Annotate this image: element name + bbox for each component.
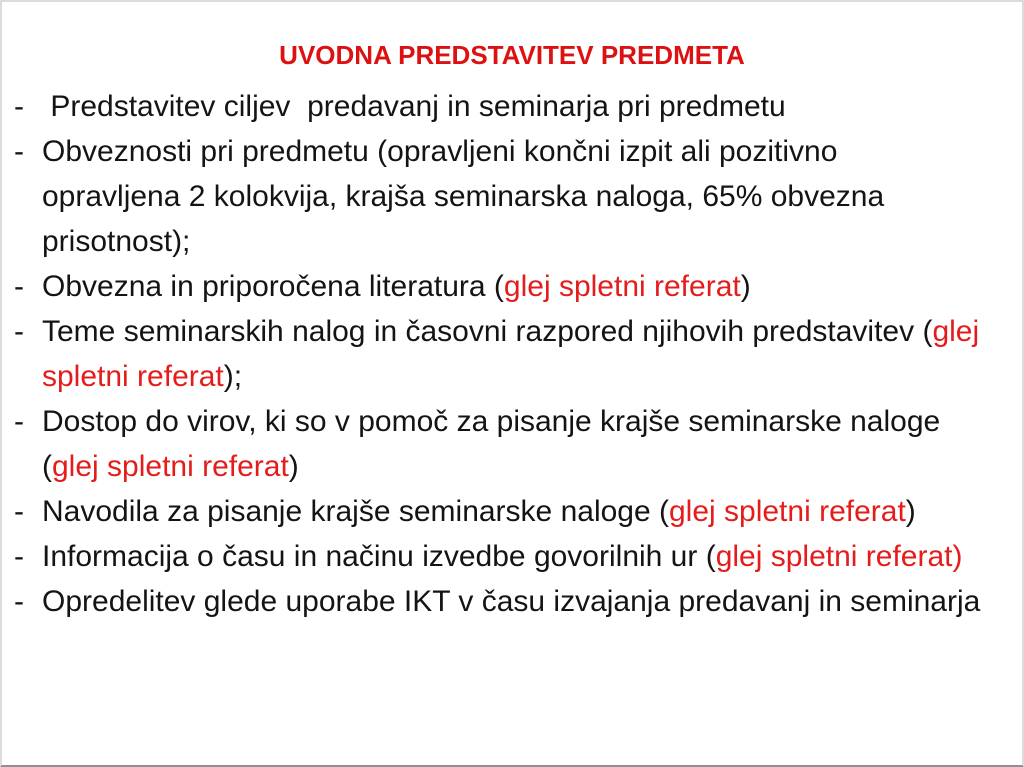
bullet-item (14, 129, 984, 264)
bullet-text: Obvezna in priporočena literatura ( (42, 270, 504, 303)
bullet-text: Obveznosti pri predmetu (opravljeni končni izpit ali pozitivno opravljena 2 kolokvija, krajša seminarska naloga, 65% obvezna prisotnost); (42, 135, 893, 258)
bullet-dash: - (14, 270, 24, 303)
bullet-item (14, 399, 984, 489)
bullet-dash: - (14, 135, 24, 168)
slide-title: UVODNA PREDSTAVITEV PREDMETA (279, 40, 745, 70)
bullet-text: Teme seminarskih nalog in časovni razpored njihovih predstavitev ( (42, 315, 933, 348)
bullet-list (2, 84, 1022, 624)
bullet-text-highlight: glej spletni referat (503, 270, 741, 303)
bullet-item (14, 264, 984, 309)
bullet-text: ) (288, 450, 299, 483)
bullet-item (14, 309, 988, 399)
bullet-text-highlight: glej spletni referat (42, 315, 988, 393)
bullet-text-highlight: glej spletni referat (52, 450, 289, 483)
bullet-dash: - (14, 315, 24, 348)
bullet-text: Dostop do virov, ki so v pomoč za pisanje krajše seminarske naloge ( (42, 405, 949, 483)
bullet-text: Opredelitev glede uporabe IKT v času izvajanja predavanj in seminarja (42, 585, 981, 618)
bullet-text: Predstavitev ciljev predavanj in seminarja pri predmetu (42, 90, 786, 123)
bullet-text-highlight: glej spletni referat) (715, 540, 963, 573)
bullet-dash: - (14, 495, 24, 528)
bullet-text: ) (740, 270, 751, 303)
bullet-item (14, 534, 984, 579)
bullet-item (14, 579, 984, 624)
bullet-dash: - (14, 540, 24, 573)
bullet-dash: - (14, 90, 24, 123)
bullet-text: Informacija o času in načinu izvedbe govorilnih ur ( (42, 540, 716, 573)
bullet-text-highlight: glej spletni referat (668, 495, 906, 528)
bullet-item (14, 489, 984, 534)
bullet-text: Navodila za pisanje krajše seminarske naloge ( (42, 495, 669, 528)
bullet-text: ) (905, 495, 916, 528)
bullet-dash: - (14, 405, 24, 438)
bullet-dash: - (14, 585, 24, 618)
bullet-item (14, 84, 984, 129)
bullet-text: ); (223, 360, 243, 393)
